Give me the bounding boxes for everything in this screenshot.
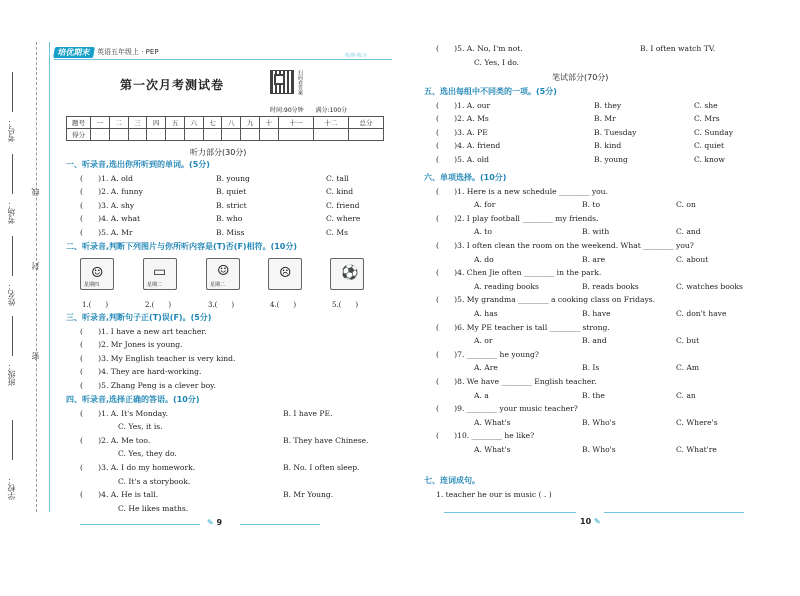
picture-answer-4[interactable]: 4.( ) (270, 301, 297, 309)
section-7-q1[interactable]: 1. teacher he our is music ( . ) (436, 489, 552, 499)
section-4-option-b[interactable]: B. Mr Young. (283, 490, 334, 500)
score-table-score-row (67, 129, 384, 141)
section-4-option-b[interactable]: B. They have Chinese. (283, 435, 369, 445)
section-1-option[interactable]: C. friend (326, 200, 360, 210)
section-6-option[interactable]: C. but (676, 336, 700, 346)
section-6-question[interactable]: ( )3. I often clean the room on the weekend. What ________ you? (436, 240, 694, 250)
score-table-score-cell[interactable] (203, 129, 222, 141)
footer-rule-left (240, 524, 320, 525)
score-table-score-cell: 得分 (67, 129, 91, 141)
section-4-option-c[interactable]: C. Yes, they do. (118, 449, 177, 459)
person-icon: ☺ (91, 265, 104, 281)
computer-icon: ▭ (153, 264, 167, 280)
section-6-options (436, 225, 784, 239)
footer-rule-right (444, 512, 576, 513)
q5-option-c[interactable]: C. Yes, I do. (474, 57, 520, 67)
section-4-title: 四、听录音,选择正确的答语。(10分) (66, 395, 200, 404)
spine-room-label: 考场： (7, 200, 16, 224)
section-6-options (436, 416, 784, 430)
section-5-option[interactable]: C. Sunday (694, 127, 734, 137)
listening-q5 (436, 42, 766, 56)
section-1-option[interactable]: ( )1. A. old (80, 173, 133, 183)
section-7 (424, 474, 764, 501)
section-4-items (66, 407, 396, 516)
section-6-question[interactable]: ( )2. I play football ________ my friends. (436, 213, 599, 223)
picture-answer-3[interactable]: 3.( ) (208, 301, 235, 309)
section-6-option[interactable]: C. about (676, 254, 709, 264)
section-3-item[interactable]: ( )3. My English teacher is very kind. (80, 353, 236, 363)
spine-underline (12, 316, 13, 356)
section-5-item (436, 126, 764, 140)
cut-line (36, 42, 37, 512)
section-6-option[interactable]: B. Who's (582, 444, 616, 454)
section-6-options (436, 443, 784, 457)
section-5-items (424, 99, 764, 167)
score-table-score-cell[interactable] (147, 129, 166, 141)
score-table-score-cell[interactable] (184, 129, 203, 141)
spine-cut-feng: 封 (31, 262, 40, 270)
section-5-option[interactable]: ( )5. A. old (436, 154, 489, 164)
section-6-options (436, 253, 784, 267)
spine-school-label: 学校： (7, 476, 16, 500)
page-number-value: 10 (580, 517, 592, 526)
picture-4-hungry-boy (268, 258, 302, 290)
section-6-options (436, 389, 784, 403)
score-table-header-cell: 二 (109, 117, 128, 129)
section-6-options (436, 307, 784, 321)
section-6-option[interactable]: B. Is (582, 363, 600, 373)
section-6-option[interactable]: C. watches books (676, 281, 743, 291)
score-table-header-cell: 六 (184, 117, 203, 129)
spine-underline (12, 72, 13, 112)
score-table-header-cell: 十一 (278, 117, 313, 129)
section-4-item (66, 461, 396, 475)
section-3-item[interactable]: ( )5. Zhang Peng is a clever boy. (80, 380, 216, 390)
section-6-option[interactable]: C. an (676, 390, 696, 400)
section-6-option[interactable]: C. and (676, 227, 701, 237)
score-table-header-cell: 十 (260, 117, 279, 129)
section-6-option[interactable]: B. reads books (582, 281, 639, 291)
section-1-item (66, 185, 396, 199)
section-6-option[interactable]: B. the (582, 390, 605, 400)
section-4-option-a[interactable]: ( )4. A. He is tall. (80, 490, 159, 500)
score-table-header-cell: 一 (91, 117, 110, 129)
spine-name-label: 姓名： (7, 282, 16, 306)
section-5-option[interactable]: ( )3. A. PE (436, 127, 488, 137)
listening-header: 听力部分(30分) (190, 148, 247, 157)
section-6-option[interactable]: A. reading books (474, 281, 539, 291)
exam-time: 时间:90分钟 (270, 107, 304, 114)
section-6-option[interactable]: B. Who's (582, 417, 616, 427)
section-5-option[interactable]: B. Mr (594, 114, 616, 124)
section-6-option[interactable]: C. on (676, 200, 696, 210)
binding-spine (0, 0, 50, 596)
score-table-header-cell: 总分 (348, 117, 383, 129)
section-6-option[interactable]: A. What's (474, 444, 511, 454)
section-6-option[interactable]: A. to (474, 227, 492, 237)
q5-option-a[interactable]: ( )5. A. No, I'm not. (436, 44, 523, 53)
section-6-option[interactable]: A. for (474, 200, 496, 210)
q5-option-b[interactable]: B. I often watch TV. (640, 44, 716, 53)
score-table-header-cell: 七 (203, 117, 222, 129)
score-table-header-cell: 十二 (313, 117, 348, 129)
page-number-left (207, 518, 222, 527)
section-6-option[interactable]: B. with (582, 227, 610, 237)
page-number-right (580, 517, 601, 526)
section-1-option[interactable]: B. who (216, 214, 243, 224)
header-rule (54, 59, 392, 60)
brand-header (54, 46, 159, 58)
spine-cut-xian: 线 (31, 188, 40, 196)
section-5-option[interactable]: B. young (594, 154, 628, 164)
section-1-option[interactable]: B. strict (216, 200, 247, 210)
picture-answer-1[interactable]: 1.( ) (82, 301, 109, 309)
section-6-question[interactable]: ( )4. Chen Jie often ________ in the park. (436, 268, 602, 278)
section-6-option[interactable]: B. to (582, 200, 601, 210)
section-6-option[interactable]: A. What's (474, 417, 511, 427)
written-header: 笔试部分(70分) (552, 73, 609, 82)
section-6-options (436, 280, 784, 294)
section-5-option[interactable]: C. Mrs (694, 114, 720, 124)
section-5-item (436, 153, 764, 167)
section-3-title: 三、听录音,判断句子正(T)误(F)。(5分) (66, 313, 212, 322)
picture-caption: 星期二 (210, 282, 226, 288)
section-1 (66, 158, 396, 240)
section-1-items (66, 172, 396, 240)
section-4-continued (436, 42, 766, 69)
exam-title: 第一次月考测试卷 (120, 78, 225, 92)
section-4-option-a[interactable]: ( )2. A. Me too. (80, 435, 151, 445)
section-7-title: 七、连词成句。 (424, 476, 480, 485)
leaf-icon: ✎ (207, 518, 214, 527)
section-6-option[interactable]: B. are (582, 254, 606, 264)
section-5-option[interactable]: ( )1. A. our (436, 100, 491, 110)
section-1-option[interactable]: C. kind (326, 187, 354, 197)
section-6-question[interactable]: ( )10. ________ he like? (436, 431, 535, 441)
picture-caption: 星期二 (147, 282, 163, 288)
score-table-header-cell: 九 (241, 117, 260, 129)
section-1-item (66, 172, 396, 186)
spine-underline (12, 154, 13, 194)
section-6-question[interactable]: ( )5. My grandma ________ a cooking class on Fridays. (436, 295, 656, 305)
section-1-option[interactable]: B. young (216, 173, 250, 183)
picture-answer-2[interactable]: 2.( ) (145, 301, 172, 309)
qr-code-icon[interactable] (270, 70, 294, 94)
picture-3-teacher (206, 258, 240, 290)
section-6 (424, 171, 784, 456)
section-4-option-b[interactable]: B. I have PE. (283, 408, 333, 418)
header-tag: 检测·练习 (345, 53, 367, 59)
section-6-option[interactable]: A. a (474, 390, 489, 400)
score-table-score-cell[interactable] (222, 129, 241, 141)
score-table-score-cell[interactable] (109, 129, 128, 141)
score-table-score-cell[interactable] (166, 129, 185, 141)
section-6-option[interactable]: C. Where's (676, 417, 718, 427)
exam-score: 满分:100分 (315, 107, 348, 114)
section-6-option[interactable]: A. or (474, 336, 493, 346)
score-table-header-cell: 四 (147, 117, 166, 129)
section-1-item (66, 199, 396, 213)
section-6-option[interactable]: C. Am (676, 363, 700, 373)
section-4-item (66, 488, 396, 502)
section-6-options (436, 361, 784, 375)
section-2-title: 二、听录音,判断下列图片与你所听内容是(T)否(F)相符。(10分) (66, 242, 298, 251)
picture-1-reading (80, 258, 114, 290)
section-5-option[interactable]: B. they (594, 100, 622, 110)
section-6-question[interactable]: ( )6. My PE teacher is tall ________ strong. (436, 322, 610, 332)
section-4-option-c[interactable]: C. Yes, it is. (118, 422, 163, 432)
section-5-item (436, 139, 764, 153)
section-1-option[interactable]: ( )4. A. what (80, 214, 141, 224)
brand-logo: 培优期末 (53, 47, 95, 58)
section-3-items (66, 325, 396, 393)
page-number-value: 9 (216, 518, 223, 527)
score-table-score-cell[interactable] (313, 129, 348, 141)
section-5-item (436, 112, 764, 126)
footer-rule-right (604, 512, 744, 513)
score-table-score-cell[interactable] (348, 129, 383, 141)
score-table-score-cell[interactable] (128, 129, 147, 141)
section-1-option[interactable]: ( )3. A. shy (80, 200, 135, 210)
section-6-option[interactable]: A. Are (474, 363, 498, 373)
section-6-question[interactable]: ( )8. We have ________ English teacher. (436, 376, 597, 386)
picture-caption: 星期四 (84, 282, 100, 288)
section-6-option[interactable]: B. have (582, 308, 611, 318)
section-6-options (436, 198, 784, 212)
section-6-question[interactable]: ( )7. ________ he young? (436, 349, 539, 359)
section-5-option[interactable]: C. quiet (694, 141, 725, 151)
section-1-option[interactable]: C. where (326, 214, 361, 224)
section-1-option[interactable]: C. Ms (326, 227, 349, 237)
exam-meta (270, 105, 347, 114)
section-2 (66, 240, 396, 254)
score-table-score-cell[interactable] (241, 129, 260, 141)
section-4-item (66, 434, 396, 448)
qr-label: 扫码看答案 (297, 70, 303, 95)
section-4-option-c[interactable]: C. It's a storybook. (118, 476, 191, 486)
score-table-score-cell[interactable] (91, 129, 110, 141)
football-icon: ⚽ (341, 265, 359, 281)
section-4-item (66, 407, 396, 421)
section-1-option[interactable]: ( )5. A. Mr (80, 227, 133, 237)
section-5-option[interactable]: C. know (694, 154, 725, 164)
score-table-header-cell: 三 (128, 117, 147, 129)
section-4-option-a[interactable]: ( )1. A. It's Monday. (80, 408, 168, 418)
section-5-title: 五、选出每组中不同类的一项。(5分) (424, 87, 557, 96)
spine-class-label: 班级： (7, 362, 16, 386)
picture-answer-5[interactable]: 5.( ) (332, 301, 359, 309)
section-5-option[interactable]: ( )2. A. Ms (436, 114, 489, 124)
section-1-option[interactable]: B. Miss (216, 227, 245, 237)
section-5-option[interactable]: C. she (694, 100, 718, 110)
section-1-title: 一、听录音,选出你所听到的单词。(5分) (66, 160, 210, 169)
spine-cut-mi: 密 (31, 352, 40, 360)
section-1-option[interactable]: ( )2. A. funny (80, 187, 143, 197)
section-5-option[interactable]: ( )4. A. friend (436, 141, 501, 151)
score-table-score-cell[interactable] (260, 129, 279, 141)
section-3-item[interactable]: ( )2. Mr Jones is young. (80, 340, 183, 350)
section-1-option[interactable]: B. quiet (216, 187, 247, 197)
section-6-options (436, 334, 784, 348)
score-table-header-cell: 五 (166, 117, 185, 129)
person-icon: ☹ (279, 265, 292, 281)
spine-exam-no-label: 考号： (7, 118, 16, 142)
spine-border (49, 42, 50, 512)
section-1-option[interactable]: C. tall (326, 173, 349, 183)
section-6-question[interactable]: ( )9. ________ your music teacher? (436, 404, 578, 414)
score-table-header-cell: 八 (222, 117, 241, 129)
section-3-item[interactable]: ( )1. I have a new art teacher. (80, 326, 207, 336)
section-6-option[interactable]: C. don't have (676, 308, 727, 318)
picture-2-computer (143, 258, 177, 290)
section-5-item (436, 99, 764, 113)
score-table-header-cell: 题号 (67, 117, 91, 129)
section-6-title: 六、单项选择。(10分) (424, 173, 507, 182)
section-6-option[interactable]: A. do (474, 254, 494, 264)
spine-underline (12, 420, 13, 460)
leaf-icon: ✎ (593, 517, 601, 526)
section-4 (66, 393, 396, 515)
section-5-option[interactable]: B. kind (594, 141, 622, 151)
section-4-option-b[interactable]: B. No. I often sleep. (283, 462, 360, 472)
section-6-items (424, 185, 784, 457)
score-table-score-cell[interactable] (278, 129, 313, 141)
section-6-question[interactable]: ( )1. Here is a new schedule ________ you. (436, 186, 608, 196)
footer-rule-left (80, 524, 200, 525)
section-3 (66, 311, 396, 393)
section-4-option-c[interactable]: C. He likes maths. (118, 503, 189, 513)
picture-5-football (330, 258, 364, 290)
section-6-option[interactable]: A. has (474, 308, 498, 318)
section-1-item (66, 226, 396, 240)
section-6-option[interactable]: B. and (582, 336, 607, 346)
spine-underline (12, 236, 13, 276)
score-table-header-row (67, 117, 384, 129)
section-3-item[interactable]: ( )4. They are hard-working. (80, 367, 202, 377)
section-5 (424, 85, 764, 167)
section-4-option-a[interactable]: ( )3. A. I do my homework. (80, 462, 196, 472)
section-1-item (66, 212, 396, 226)
brand-subtitle: 英语五年级上 · PEP (97, 48, 159, 56)
score-table (66, 116, 384, 141)
section-6-option[interactable]: C. What're (676, 444, 717, 454)
person-icon: ☺ (217, 263, 230, 279)
section-5-option[interactable]: B. Tuesday (594, 127, 637, 137)
